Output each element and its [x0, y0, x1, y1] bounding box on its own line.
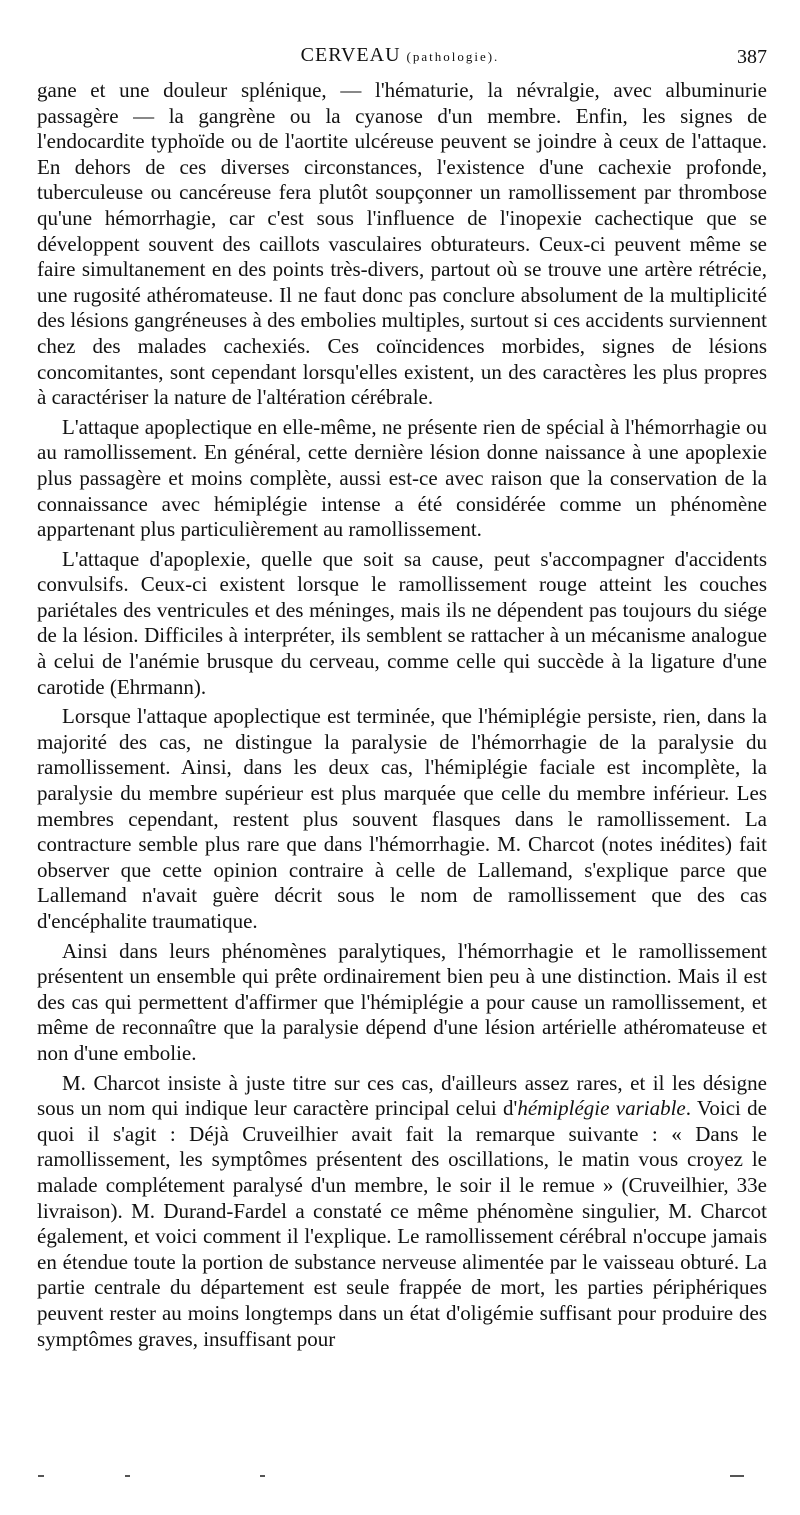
scan-mark [125, 1475, 130, 1477]
running-head [0, 44, 800, 67]
paragraph-6-start: M. Charcot insiste à juste titre sur ces cas, d'ailleurs assez rares, et il les désigne sous un nom qui indique leur caractère principal celui d' [37, 1070, 767, 1121]
scan-mark [260, 1475, 265, 1477]
body-text [37, 78, 767, 1356]
paragraph-2: L'attaque apoplectique en elle-même, ne présente rien de spécial à l'hémorrhagie ou au ramollissement. En général, cette dernière lésion donne naissance à une apoplexie plus passagère et moins complète, aussi est-ce avec raison que la conservation de la connaissance avec hémiplégie intense a été considérée comme un phénomène appartenant plus particulièrement au ramollissement. [37, 414, 767, 542]
page-header [0, 44, 800, 74]
paragraph-1: gane et une douleur splénique, — l'hématurie, la névralgie, avec albuminurie passagère — la gangrène ou la cyanose d'un membre. Enfin, les signes de l'endocardite typhoïde ou de l'aortite ulcéreuse peuvent se joindre à ceux de l'attaque. En dehors de ces diverses circonstances, l'existence d'une cachexie profonde, tuberculeuse ou cancéreuse fera plutôt soupçonner un ramollissement par thrombose qu'une hémorrhagie, car c'est sous l'influence de l'inopexie cachectique que se développent souvent des caillots vasculaires obturateurs. Ceux-ci peuvent même se faire simultanement en des points très-divers, partout où se trouve une artère rétrécie, une rugosité athéromateuse. Il ne faut donc pas conclure absolument de la multiplicité des lésions gangréneuses à des embolies multiples, surtout si ces accidents surviennent chez des malades cachexiés. Ces coïncidences morbides, signes de lésions concomitantes, sont cependant lorsqu'elles existent, un des caractères les plus propres à caractériser la nature de l'altération cérébrale. [37, 78, 767, 410]
scan-mark [730, 1475, 744, 1477]
footer-scan-marks [30, 1475, 770, 1479]
page-number: 387 [737, 46, 767, 68]
running-head-sub: (pathologie). [406, 49, 500, 64]
paragraph-6 [37, 1071, 767, 1353]
paragraph-4: Lorsque l'attaque apoplectique est terminée, que l'hémiplégie persiste, rien, dans la majorité des cas, ne distingue la paralysie de l'hémorrhagie de la paralysie du ramollissement. Ainsi, dans les deux cas, l'hémiplégie faciale est incomplète, la paralysie du membre supérieur est plus marquée que celle du membre inférieur. Les membres cependant, restent plus souvent flasques dans le ramollissement. La contracture semble plus rare que dans l'hémorrhagie. M. Charcot (notes inédites) fait observer que cette opinion contraire à celle de Lallemand, s'explique parce que Lallemand n'avait guère décrit sous le nom de ramollissement que des cas d'encéphalite traumatique. [37, 704, 767, 933]
running-head-main: CERVEAU [300, 44, 401, 66]
paragraph-6-italic-term: hémiplégie variable [517, 1096, 686, 1121]
paragraph-5: Ainsi dans leurs phénomènes paralytiques, l'hémorrhagie et le ramollissement présentent un ensemble qui prête ordinairement bien peu à une distinction. Mais il est des cas qui permettent d'affirmer que l'hémiplégie a pour cause un ramollissement, et même de reconnaître que la paralysie dépend d'une lésion artérielle athéromateuse et non d'une embolie. [37, 938, 767, 1065]
paragraph-3: L'attaque d'apoplexie, quelle que soit sa cause, peut s'accompagner d'accidents convulsifs. Ceux-ci existent lorsque le ramollissement rouge atteint les couches pariétales des ventricules et des méninges, mais ils ne dépendent pas toujours du siége de la lésion. Difficiles à interpréter, ils semblent se rattacher à un mécanisme analogue à celui de l'anémie brusque du cerveau, comme celle qui succède à la ligature d'une carotide (Ehrmann). [37, 546, 767, 699]
scan-mark [38, 1475, 44, 1477]
paragraph-6-end: . Voici de quoi il s'agit : Déjà Cruveilhier avait fait la remarque suivante : « Dans le ramollissement, les symptômes présentent des oscillations, le matin vous croyez le malade complétement paralysé d'un membre, le soir il le remue » (Cruveilhier, 33e livraison). M. Durand-Fardel a constaté ce même phénomène singulier, M. Charcot également, et voici comment il l'explique. Le ramollissement cérébral n'occupe jamais en étendue toute la portion de substance nerveuse alimentée par le vaisseau obturé. La partie centrale du département est seule frappée de mort, les parties périphériques peuvent rester au moins longtemps dans un état d'oligémie suffisant pour produire des symptômes graves, insuffisant pour [37, 1096, 767, 1351]
